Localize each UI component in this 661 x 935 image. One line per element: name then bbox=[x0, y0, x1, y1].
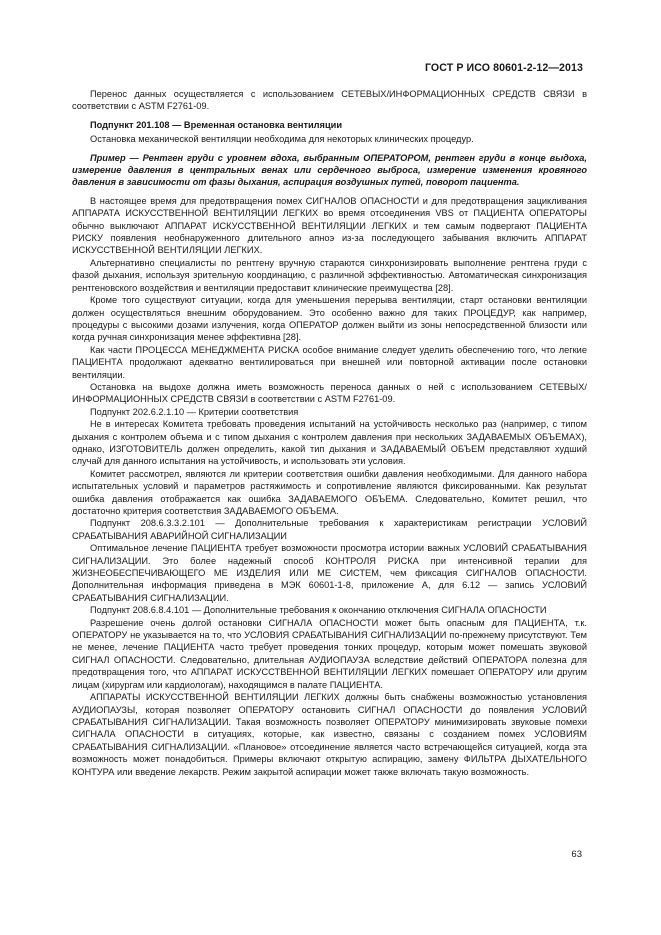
paragraph-alarm-history: Оптимальное лечение ПАЦИЕНТА требует возможности просмотра истории важных УСЛОВИЙ СРАБАТЫВАНИЯ СИГНАЛИЗАЦИИ. Это более надежный способ КОНТРОЛЯ РИСКА при интенсивной терапии для ЖИЗНЕОБЕСПЕЧИВАЮЩЕГО МЕ ИЗДЕЛИЯ ИЛИ МЕ СИСТЕМ, чем фиксация СИГНАЛОВ ОПАСНОСТИ. Дополнительная информация приведена в МЭК 60601-1-8, приложение А, для 6.12 — запись УСЛОВИЙ СРАБАТЫВАНИЯ СИГНАЛИЗАЦИИ. bbox=[72, 543, 587, 603]
paragraph-stop-needed: Остановка механической вентиляции необходима для некоторых клинических процедур. bbox=[90, 134, 474, 145]
document-id: ГОСТ Р ИСО 80601-2-12—2013 bbox=[424, 62, 583, 74]
subclause-heading-202-6-2-1-10: Подпункт 202.6.2.1.10 — Критерии соответствия bbox=[90, 406, 299, 417]
paragraph-pressure-error: Комитет рассмотрел, являются ли критерии соответствия ошибки давления необходимыми. Для данного набора испытательных условий и параметров растяжимость и сопротивление являются фиксированными. Как результат ошибка давления отображается как ошибка ЗАДАВАЕМОГО ОБЪЕМА. Следовательно, Комитет решил, что достаточно критерия соответствия ЗАДАВАЕМОГО ОБЪЕМА. bbox=[72, 468, 587, 516]
paragraph-expiration-stop: Остановка на выдохе должна иметь возможность переноса данных о ней с использованием СЕТЕВЫХ/ИНФОРМАЦИОННЫХ СРЕДСТВ СВЯЗИ в соответствии с ASTM F2761-09. bbox=[72, 381, 587, 405]
paragraph-external-start: Кроме того существуют ситуации, когда для уменьшения перерыва вентиляции, старт остановки вентиляции должен осуществляться внешним оборудованием. Это особенно важно для таких ПРОЦЕДУР, как например, процедуры с высокими дозами излучения, когда ОПЕРАТОР должен выйти из зоны непосредственной близости или когда ручная синхронизация менее эффективна [28]. bbox=[72, 295, 587, 343]
paragraph-risk-management: Как части ПРОЦЕССА МЕНЕДЖМЕНТА РИСКА особое внимание следует уделить обеспечению того, что легкие ПАЦИЕНТА продолжают адекватно вентилироваться при внешней или повторной активации после остановки вентиляции. bbox=[72, 344, 587, 380]
paragraph-long-pause: Разрешение очень долгой остановки СИГНАЛА ОПАСНОСТИ может быть опасным для ПАЦИЕНТА, т.к. ОПЕРАТОРУ не указывается на то, что УСЛОВИЯ СРАБАТЫВАНИЯ СИГНАЛИЗАЦИИ по-прежнему присутствуют. Тем не менее, лечение ПАЦИЕНТА часто требует проведения тонких процедур, которым может помешать звуковой СИГНАЛ ОПАСНОСТИ. Следовательно, длительная АУДИОПАУЗА вследствие действий ОПЕРАТОРА полезна для предотвращения того, что АППАРАТ ИСКУССТВЕННОЙ ВЕНТИЛЯЦИИ ЛЕГКИХ помешает ОПЕРАТОРУ или другим лицам (хирургам или кардиологам), находящимся в палате ПАЦИЕНТА. bbox=[72, 617, 587, 690]
paragraph-data-transfer: Перенос данных осуществляется с использованием СЕТЕВЫХ/ИНФОРМАЦИОННЫХ СРЕДСТВ СВЯЗИ в соответствии с ASTM F2761-09. bbox=[72, 89, 587, 112]
page-number: 63 bbox=[571, 849, 582, 860]
paragraph-xray-sync: Альтернативно специалисты по рентгену вручную стараются синхронизировать выполнение рентгена груди с фазой дыхания, используя зрительную координацию, с различной эффективностью. Автоматическая синхронизация рентгеновского воздействия и вентиляции предоставит клинические преимущества [28]. bbox=[72, 257, 587, 293]
paragraph-audio-pause: АППАРАТЫ ИСКУССТВЕННОЙ ВЕНТИЛЯЦИИ ЛЕГКИХ должны быть снабжены возможностью установления АУДИОПАУЗЫ, которая позволяет ОПЕРАТОРУ остановить СИГНАЛ ОПАСНОСТИ до появления УСЛОВИЙ СРАБАТЫВАНИЯ СИГНАЛИЗАЦИИ. Такая возможность позволяет ОПЕРАТОРУ минимизировать звуковые помехи СИГНАЛА ОПАСНОСТИ в ситуациях, которые, как известно, связаны с созданием помех УСЛОВИЯМ СРАБАТЫВАНИЯ СИГНАЛИЗАЦИИ. «Плановое» отсоединение является часто встречающейся ситуацией, когда эта возможность может понадобиться. Примеры включают открытую аспирацию, замену ФИЛЬТРА ДЫХАТЕЛЬНОГО КОНТУРА или введение лекарств. Режим закрытой аспирации может также включать такую возможность. bbox=[72, 692, 587, 777]
page-body bbox=[72, 88, 587, 778]
example-paragraph: Пример — Рентген груди с уровнем вдоха, выбранным ОПЕРАТОРОМ, рентген груди в конце выдоха, измерение давления в центральных венах или сердечного выброса, измерение изменения кровяного давления в зависимости от фазы дыхания, аспирация воздушных путей, поворот пациента. bbox=[72, 152, 587, 188]
paragraph-stability-tests: Не в интересах Комитета требовать проведения испытаний на устойчивость несколько раз (например, с типом дыхания с контролем объема и с типом дыхания с контролем давления при нескольких ЗАДАВАЕМЫХ ОБЪЕМАХ), однако, ИЗГОТОВИТЕЛЬ должен определить, какой тип дыхания и ЗАДАВАЕМЫЙ ОБЪЕМ представляют худший случай для данного испытания на устойчивость, и использовать эти условия. bbox=[72, 419, 587, 467]
subclause-heading-208-6-3-3-2-101: Подпункт 208.6.3.3.2.101 — Дополнительные требования к характеристикам регистрации УСЛОВИЙ СРАБАТЫВАНИЯ АВАРИЙНОЙ СИГНАЛИЗАЦИИ bbox=[72, 518, 587, 541]
subclause-heading-208-6-8-4-101: Подпункт 208.6.8.4.101 — Дополнительные требования к окончанию отключения СИГНАЛА ОПАСНОСТИ bbox=[90, 605, 547, 616]
paragraph-current-practice: В настоящее время для предотвращения помех СИГНАЛОВ ОПАСНОСТИ и для предотвращения зацикливания АППАРАТА ИСКУССТВЕННОЙ ВЕНТИЛЯЦИИ ЛЕГКИХ во время отсоединения VBS от ПАЦИЕНТА ОПЕРАТОРЫ обычно выключают АППАРАТ ИСКУССТВЕННОЙ ВЕНТИЛЯЦИИ ЛЕГКИХ и тем самым подвергают ПАЦИЕНТА РИСКУ появления необнаруженного длительного апноэ из-за последующего забывания включить АППАРАТ ИСКУССТВЕННОЙ ВЕНТИЛЯЦИИ ЛЕГКИХ. bbox=[72, 195, 587, 256]
subclause-heading-201-108: Подпункт 201.108 — Временная остановка вентиляции bbox=[90, 119, 343, 130]
